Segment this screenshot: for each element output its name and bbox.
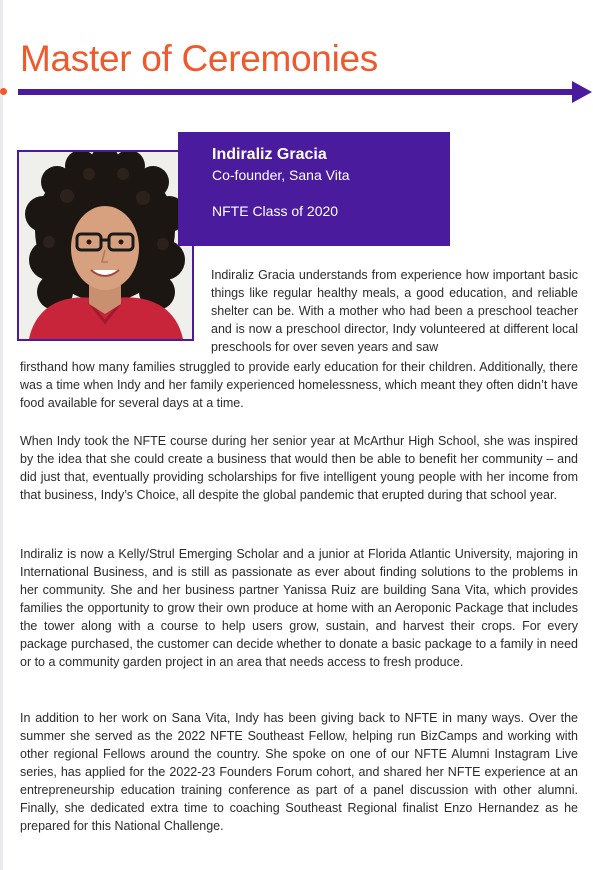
header-rule-line [18, 89, 574, 95]
header-rule-dot [0, 88, 7, 95]
page-title: Master of Ceremonies [20, 38, 378, 79]
page-left-edge [0, 0, 3, 870]
portrait-illustration [19, 152, 192, 339]
profile-name-box [178, 132, 450, 246]
bio-paragraph-3: Indiraliz is now a Kelly/Strul Emerging Scholar and a junior at Florida Atlantic University, majoring in International Business, and is still as passionate as ever about finding solutions to the problems in her community. She and her business partner Yanissa Ruiz are building Sana Vita, which provides families the opportunity to grow their own produce at home with an Aeroponic Package that includes the tower along with a course to help users grow, sustain, and harvest their crops. For every package purchased, the customer can decide whether to donate a basic package to a family in need or to a community garden project in an area that needs access to fresh produce. [20, 547, 578, 669]
arrow-right-icon [572, 81, 592, 103]
bio-paragraph-1-top: Indiraliz Gracia understands from experience how important basic things like regular healthy meals, a good education, and reliable shelter can be. With a mother who had been a preschool teacher and is now a preschool director, Indy volunteered at different local preschools for over seven years and saw [211, 268, 578, 354]
profile-role: Co-founder, Sana Vita [212, 167, 350, 183]
bio-paragraph-1-bottom: firsthand how many families struggled to provide early education for their children. Additionally, there was a time when Indy and her family experienced homelessness, which meant they often didn’t have food available for several days at a time. [20, 360, 578, 410]
profile-name: Indiraliz Gracia [212, 146, 327, 163]
bio-paragraph-2: When Indy took the NFTE course during her senior year at McArthur High School, she was inspired by the idea that she could create a business that would then be able to benefit her community – and did just that, eventually providing scholarships for five intelligent young people with her income from that business, Indy’s Choice, all despite the global pandemic that erupted during that school year. [20, 434, 578, 502]
profile-class-of: NFTE Class of 2020 [212, 203, 339, 219]
bio-paragraph-4: In addition to her work on Sana Vita, Indy has been giving back to NFTE in many ways. Over the summer she served as the 2022 NFTE Southeast Fellow, helping run BizCamps and working with other regional Fellows around the country. She spoke on one of our NFTE Alumni Instagram Live series, has applied for the 2022-23 Founders Forum cohort, and shared her NFTE experience at an entrepreneurship education training conference as part of a panel discussion with other alumni. Finally, she dedicated extra time to coaching Southeast Regional finalist Enzo Hernandez as he prepared for this National Challenge. [20, 711, 578, 833]
profile-photo [17, 150, 194, 341]
